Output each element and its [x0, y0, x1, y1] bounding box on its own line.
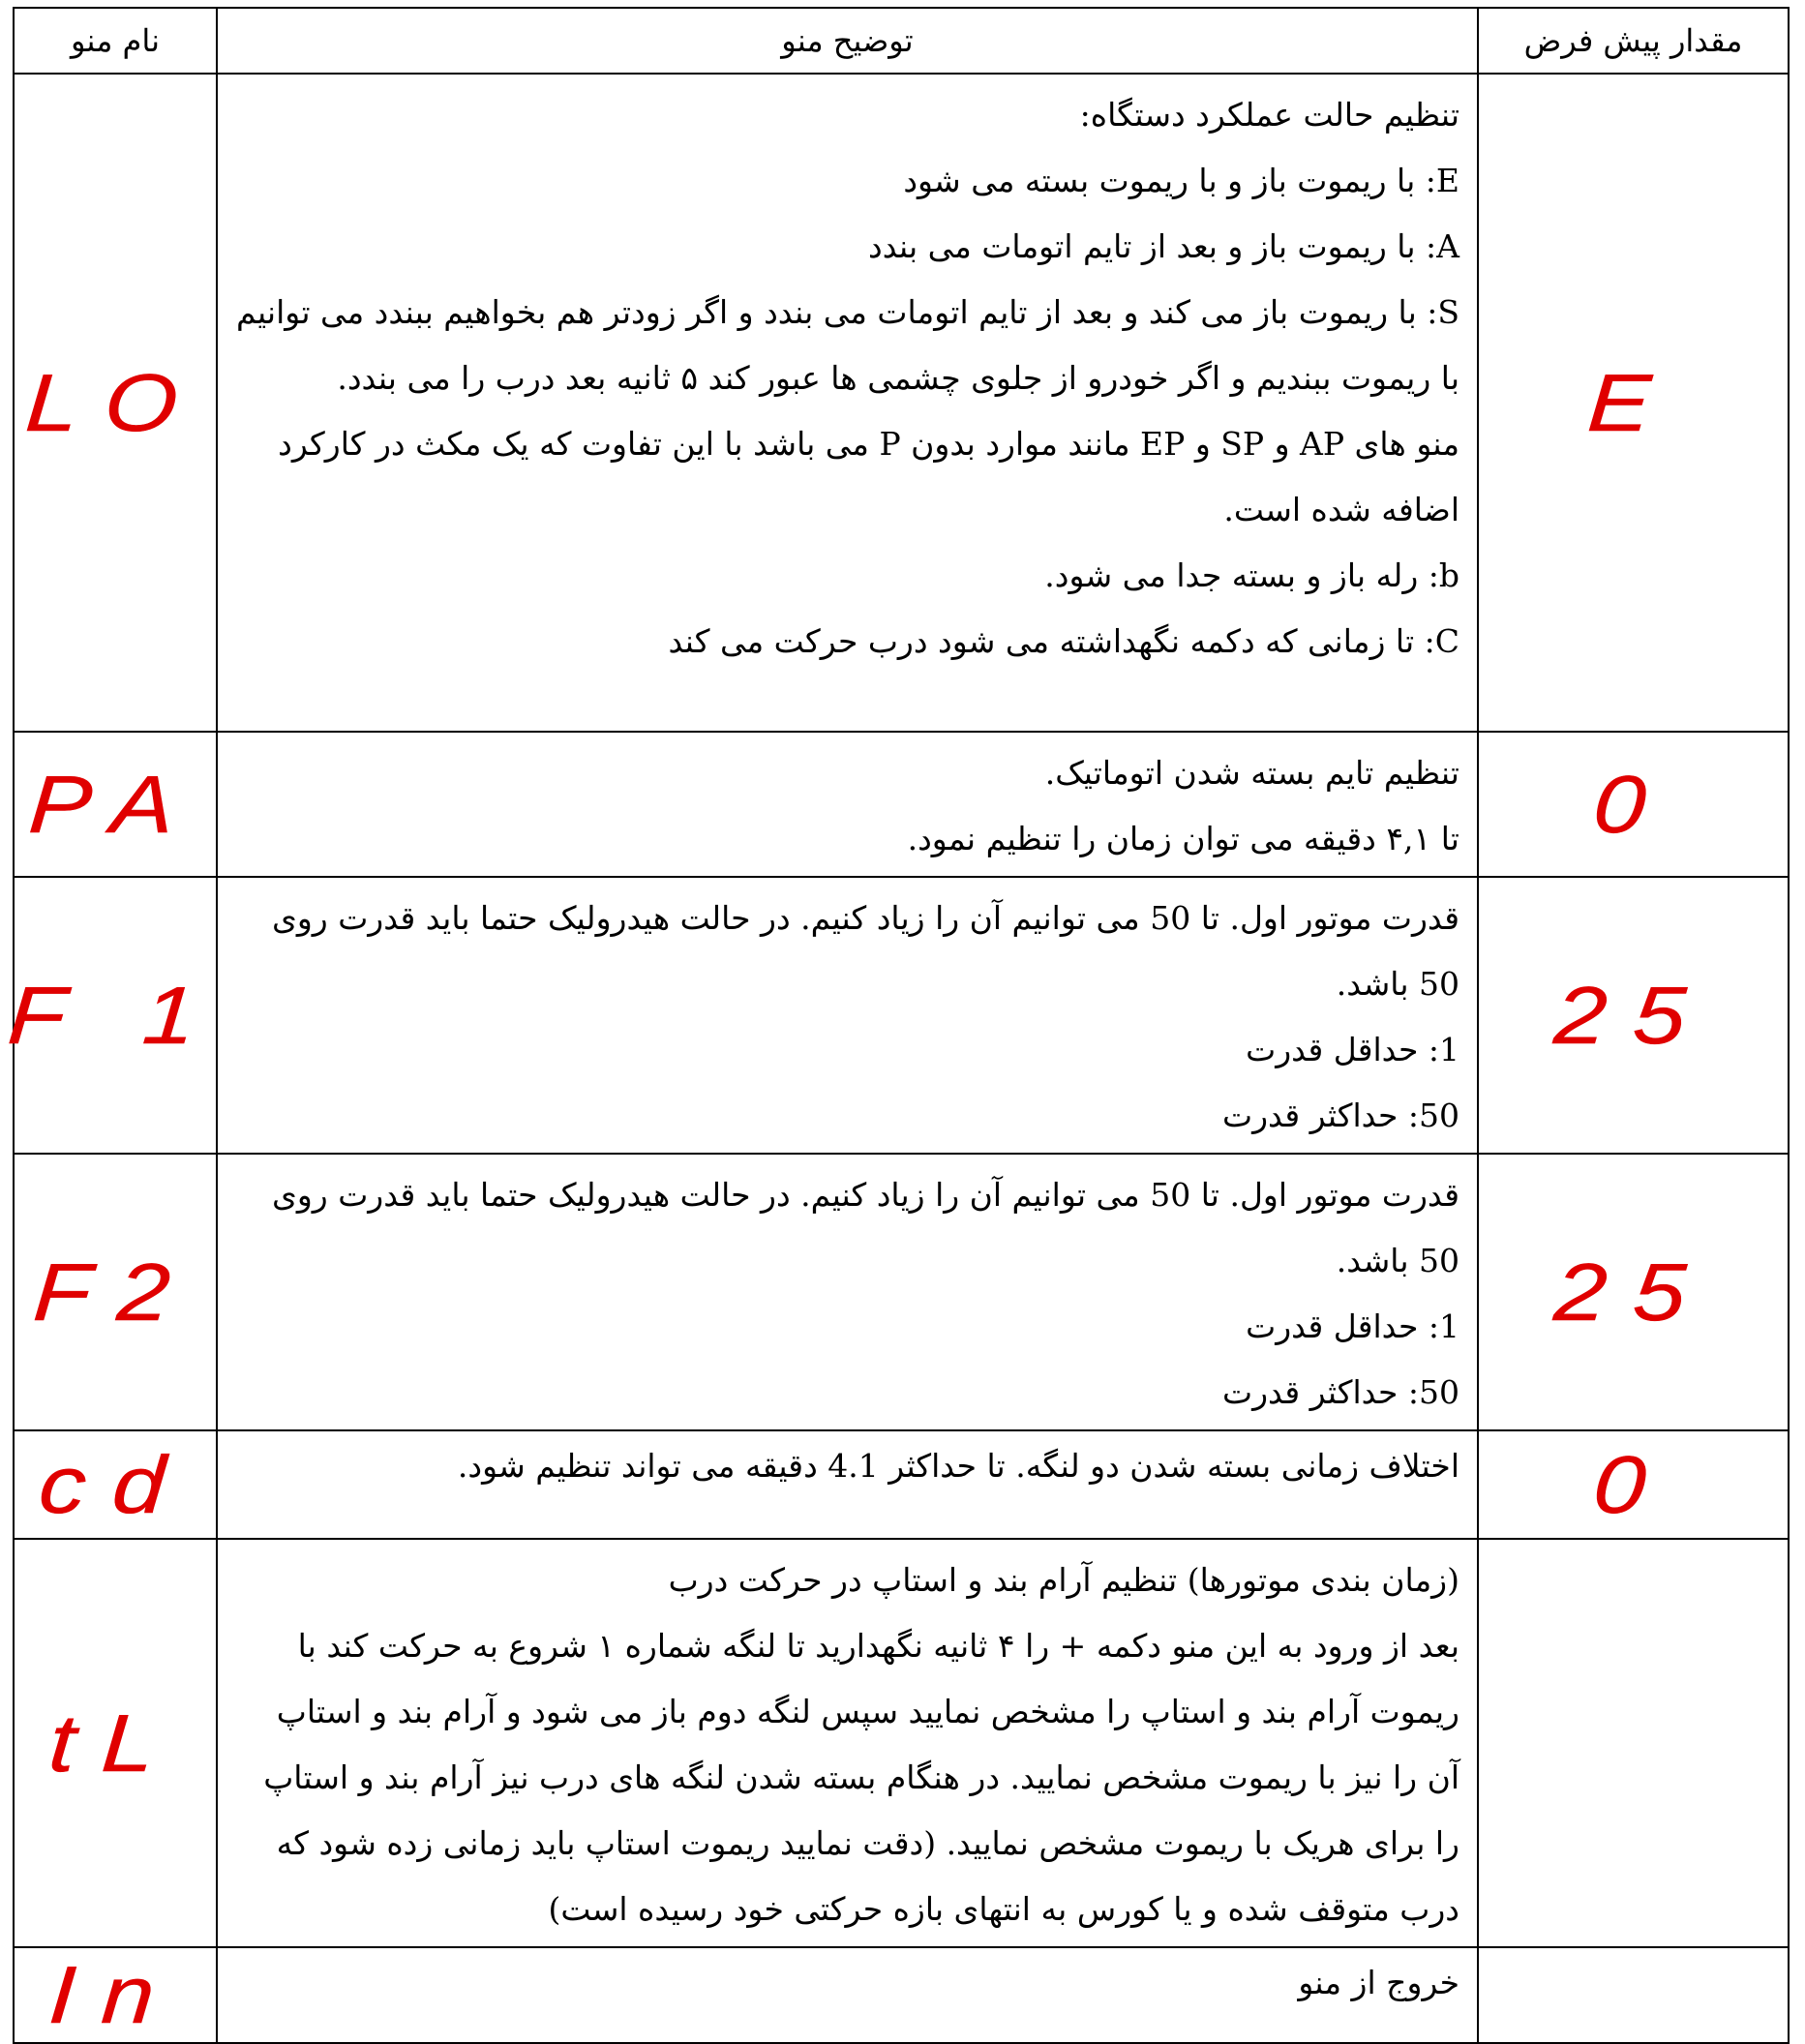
menu-code: F2 — [30, 1246, 200, 1338]
menu-code: LO — [22, 356, 208, 448]
description-line: 50: حداکثر قدرت — [1222, 1373, 1459, 1411]
header-default: مقدار پیش فرض — [1478, 8, 1789, 74]
default-value-display — [1468, 877, 1798, 1154]
menu-description — [217, 1947, 1478, 2043]
menu-code-display — [0, 74, 240, 732]
table-row — [14, 732, 1789, 877]
menu-description — [217, 732, 1478, 877]
menu-description — [217, 877, 1478, 1154]
description-line: تا ۴,۱ دقیقه می توان زمان را تنظیم نمود. — [907, 820, 1459, 857]
description-line: (زمان بندی موتورها) تنظیم آرام بند و استاپ در حرکت درب — [668, 1561, 1459, 1599]
description-line: تنظیم تایم بسته شدن اتوماتیک. — [1044, 754, 1459, 792]
default-value: 25 — [1550, 969, 1716, 1061]
menu-code: PA — [26, 758, 204, 850]
description-line: اختلاف زمانی بسته شدن دو لنگه. تا حداکثر 4.1 دقیقه می تواند تنظیم شود. — [457, 1447, 1459, 1485]
menu-code-display — [9, 732, 222, 877]
description-line: 1: حداقل قدرت — [1246, 1308, 1459, 1345]
default-value-display — [1463, 1539, 1803, 1947]
description-line: تنظیم حالت عملکرد دستگاه: — [1079, 96, 1459, 134]
default-value-display — [1455, 74, 1805, 732]
description-line: خروج از منو — [1298, 1964, 1459, 2001]
menu-code-display — [0, 1539, 231, 1947]
description-line: قدرت موتور اول. تا 50 می توانیم آن را زیاد کنیم. در حالت هیدرولیک حتما باید قدرت روی 50 باشد. — [272, 1176, 1459, 1279]
menu-code-display — [10, 1430, 221, 1539]
description-line: A: با ریموت باز و بعد از تایم اتومات می بندد — [868, 227, 1459, 265]
description-line: 50: حداکثر قدرت — [1222, 1097, 1459, 1134]
menu-table — [5, 7, 1790, 2044]
description-line: 1: حداقل قدرت — [1246, 1031, 1459, 1068]
menu-code-display — [4, 877, 226, 1154]
default-value: 25 — [1550, 1246, 1716, 1338]
menu-code-display — [11, 1947, 221, 2043]
menu-description — [217, 74, 1478, 732]
menu-code: In — [45, 1949, 185, 2040]
table-row — [14, 1154, 1789, 1430]
default-value-display — [1473, 732, 1793, 877]
default-value-display — [1474, 1430, 1792, 1539]
header-row — [14, 8, 1789, 74]
description-line: C: تا زمانی که دکمه نگهداشته می شود درب حرکت می کند — [668, 622, 1459, 660]
menu-description — [217, 1154, 1478, 1430]
table-row — [14, 74, 1789, 732]
default-value: 0 — [1590, 1438, 1676, 1530]
menu-description — [217, 1430, 1478, 1539]
header-name: نام منو — [14, 8, 217, 74]
default-value-display — [1468, 1154, 1798, 1430]
description-line: S: با ریموت باز می کند و بعد از تایم اتومات می بندد و اگر زودتر هم بخواهیم ببندد می توانیم با ریموت ببندیم و اگر خودرو از جلوی چشمی ها عبور کند ۵ ثانیه بعد درب را می بندد. — [236, 293, 1459, 397]
default-value: E — [1585, 356, 1681, 448]
menu-code: tL — [45, 1697, 185, 1788]
table-row — [14, 877, 1789, 1154]
table-row — [14, 1539, 1789, 1947]
description-line: b: رله باز و بسته جدا می شود. — [1044, 556, 1459, 594]
description-line: قدرت موتور اول. تا 50 می توانیم آن را زیاد کنیم. در حالت هیدرولیک حتما باید قدرت روی 50 باشد. — [272, 899, 1459, 1003]
description-line: منو های AP و SP و EP مانند موارد بدون P می باشد با این تفاوت که یک مکث در کارکرد اضافه شده است. — [278, 425, 1459, 528]
default-value-display — [1475, 1947, 1792, 2043]
table-row — [14, 1430, 1789, 1539]
menu-code: F 1 — [5, 969, 226, 1061]
menu-description — [217, 1539, 1478, 1947]
default-value: 0 — [1590, 758, 1676, 850]
description-line: E: با ریموت باز و با ریموت بسته می شود — [903, 162, 1459, 199]
header-description: توضیح منو — [217, 8, 1478, 74]
description-line: بعد از ورود به این منو دکمه + را ۴ ثانیه نگهدارید تا لنگه شماره ۱ شروع به حرکت کند با ریموت آرام بند و استاپ را مشخص نمایید سپس لنگه دوم باز می شود و آرام بند و استاپ آن را نیز با ریموت مشخص نمایید. در هنگام بسته شدن لنگه های درب نیز آرام بند و استاپ را برای هریک با ریموت مشخص نمایید. (دقت نمایید ریموت استاپ باید زمانی زده شود که درب متوقف شده و یا کورس به انتهای بازه حرکتی خود رسیده است) — [263, 1627, 1459, 1928]
table-row — [14, 1947, 1789, 2043]
menu-code: cd — [36, 1438, 195, 1530]
menu-code-display — [4, 1154, 226, 1430]
